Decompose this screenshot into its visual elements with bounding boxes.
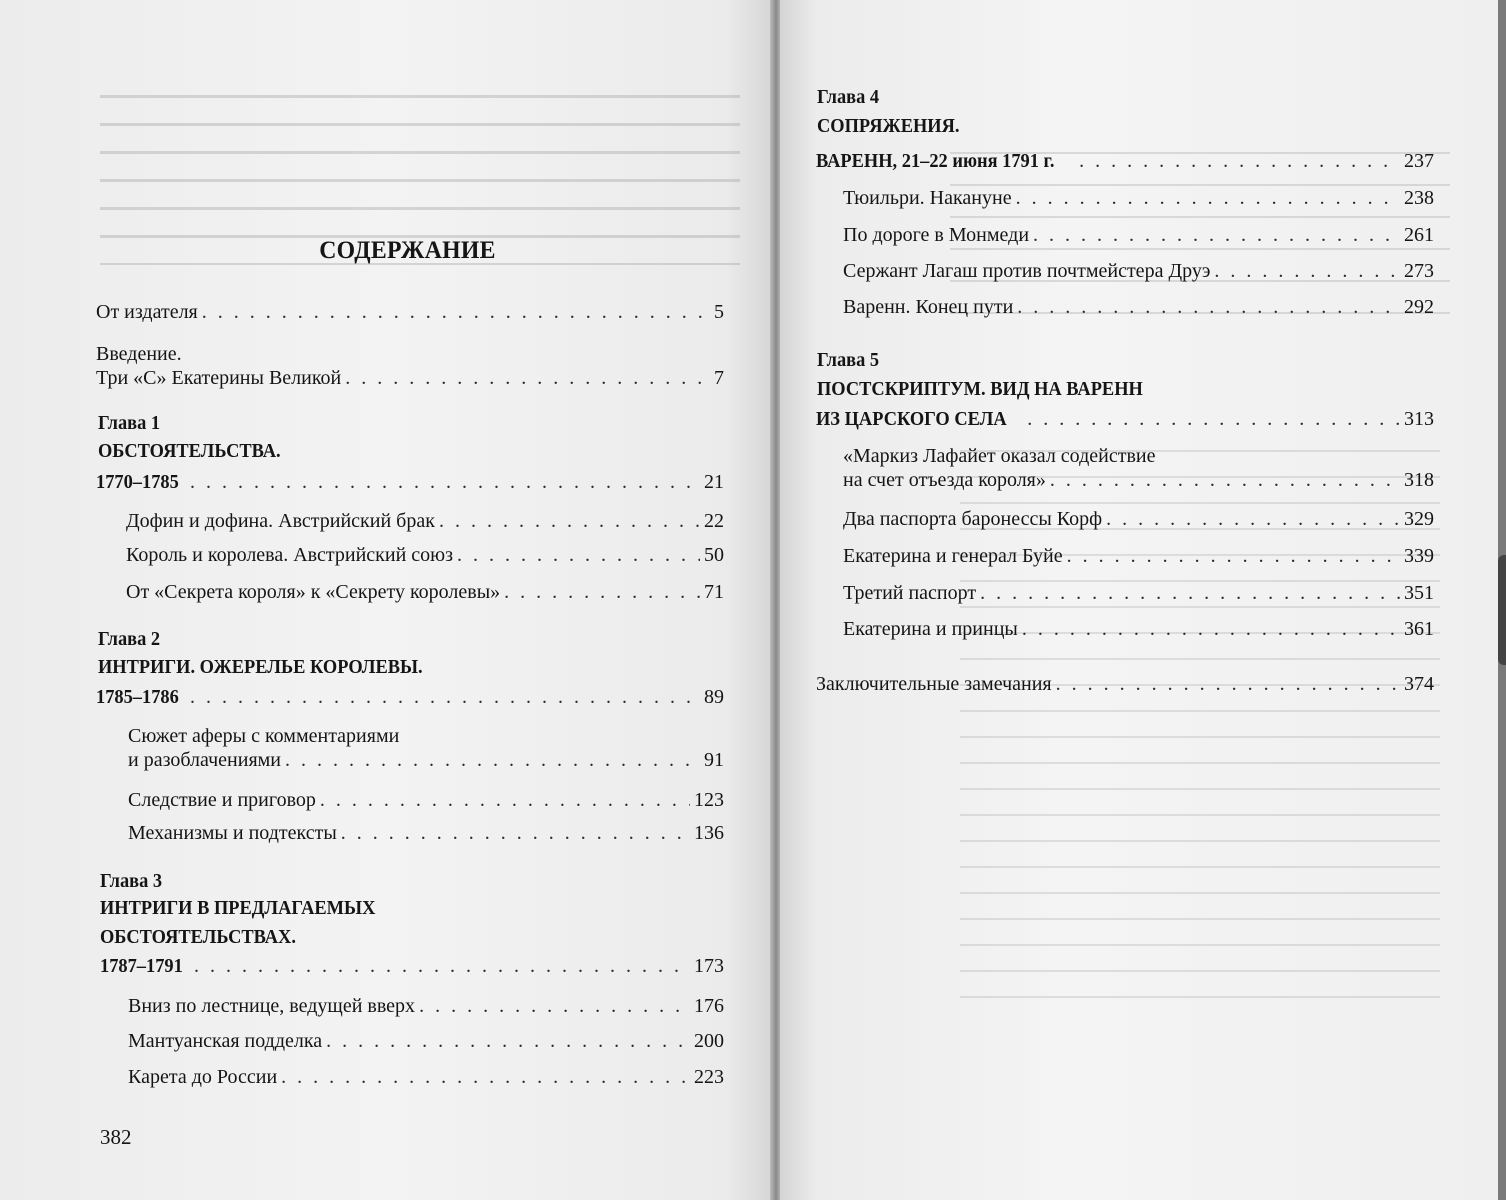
toc-entry-label: 1787–1791 xyxy=(100,955,183,977)
leader-dots xyxy=(1067,541,1400,571)
chapter-5-title-line1: ПОСТСКРИПТУМ. ВИД НА ВАРЕНН xyxy=(817,378,1143,400)
toc-entry-page: 5 xyxy=(714,301,724,323)
toc-entry[interactable] xyxy=(843,292,1434,322)
leader-dots xyxy=(341,818,690,848)
toc-entry-page: 71 xyxy=(704,581,724,603)
toc-entry-intro[interactable] xyxy=(96,363,724,393)
toc-entry[interactable] xyxy=(126,506,724,536)
book-edge xyxy=(1498,0,1506,1200)
leader-dots xyxy=(1027,404,1400,434)
toc-entry-page: 237 xyxy=(1404,150,1434,172)
chapter-2-title: ИНТРИГИ. ОЖЕРЕЛЬЕ КОРОЛЕВЫ. xyxy=(98,656,423,678)
toc-entry-chapter-1[interactable] xyxy=(96,467,724,497)
toc-entry-label: Дофин и дофина. Австрийский брак xyxy=(126,510,435,532)
toc-entry-label: Король и королева. Австрийский союз xyxy=(126,544,453,566)
leader-dots xyxy=(1214,256,1400,286)
toc-entry-chapter-3[interactable] xyxy=(100,951,724,981)
toc-entry-page: 339 xyxy=(1404,545,1434,567)
leader-dots xyxy=(1056,669,1400,699)
toc-entry-page: 318 xyxy=(1404,469,1434,491)
leader-dots xyxy=(190,682,700,712)
leader-dots xyxy=(980,578,1400,608)
toc-entry[interactable] xyxy=(128,1062,724,1092)
toc-entry-page: 351 xyxy=(1404,582,1434,604)
leader-dots xyxy=(504,577,700,607)
toc-entry-chapter-2[interactable] xyxy=(96,682,724,712)
toc-entry-page: 50 xyxy=(704,544,724,566)
toc-entry-from-publisher[interactable] xyxy=(96,297,724,327)
toc-entry-label: Екатерина и генерал Буйе xyxy=(843,545,1063,567)
toc-entry[interactable] xyxy=(843,183,1434,213)
toc-entry[interactable] xyxy=(843,256,1434,286)
toc-entry-label: 1770–1785 xyxy=(96,471,179,493)
toc-entry[interactable] xyxy=(126,577,724,607)
toc-entry-label: Тюильри. Накануне xyxy=(843,187,1012,209)
toc-entry-label: Следствие и приговор xyxy=(128,789,316,811)
toc-entry[interactable] xyxy=(843,578,1434,608)
toc-entry-label-line1: «Маркиз Лафайет оказал содействие xyxy=(843,445,1156,467)
toc-entry-label: Заключительные замечания xyxy=(816,673,1052,695)
toc-entry-chapter-4[interactable] xyxy=(816,146,1434,176)
toc-entry[interactable] xyxy=(128,745,724,775)
toc-entry-label: 1785–1786 xyxy=(96,686,179,708)
toc-entry-page: 89 xyxy=(704,686,724,708)
leader-dots xyxy=(1022,614,1400,644)
intro-heading: Введение. xyxy=(96,343,182,365)
chapter-1-heading: Глава 1 xyxy=(98,412,161,434)
chapter-1-title: ОБСТОЯТЕЛЬСТВА. xyxy=(98,440,281,462)
toc-entry-page: 136 xyxy=(694,822,724,844)
toc-entry-label: Третий паспорт xyxy=(843,582,977,604)
toc-entry-label: Екатерина и принцы xyxy=(843,618,1018,640)
toc-entry-label: ИЗ ЦАРСКОГО СЕЛА xyxy=(816,408,1007,430)
toc-title: СОДЕРЖАНИЕ xyxy=(319,237,496,264)
leader-dots xyxy=(194,951,690,981)
toc-entry-page: 313 xyxy=(1404,408,1434,430)
page-number: 382 xyxy=(100,1125,132,1149)
toc-entry-page: 123 xyxy=(694,789,724,811)
toc-entry-page: 261 xyxy=(1404,224,1434,246)
toc-entry-chapter-5[interactable] xyxy=(816,404,1434,434)
leader-dots xyxy=(1017,292,1400,322)
toc-entry-page: 200 xyxy=(694,1030,724,1052)
toc-entry[interactable] xyxy=(126,540,724,570)
leader-dots xyxy=(281,1062,690,1092)
toc-entry-label: Вниз по лестнице, ведущей вверх xyxy=(128,995,416,1017)
toc-entry-page: 173 xyxy=(694,955,724,977)
toc-entry-page: 374 xyxy=(1404,673,1434,695)
toc-entry[interactable] xyxy=(128,991,724,1021)
toc-entry-page: 329 xyxy=(1404,508,1434,530)
leader-dots xyxy=(1079,146,1400,176)
toc-entry-label: Сержант Лагаш против почтмейстера Друэ xyxy=(843,260,1211,282)
chapter-4-heading: Глава 4 xyxy=(817,86,880,108)
toc-entry-page: 223 xyxy=(694,1066,724,1088)
chapter-3-title-line2: ОБСТОЯТЕЛЬСТВАХ. xyxy=(100,926,296,948)
toc-entry-label: Карета до России xyxy=(128,1066,278,1088)
chapter-3-title-line1: ИНТРИГИ В ПРЕДЛАГАЕМЫХ xyxy=(100,897,376,919)
leader-dots xyxy=(326,1026,690,1056)
toc-entry-label: От «Секрета короля» к «Секрету королевы» xyxy=(126,581,501,603)
chapter-2-heading: Глава 2 xyxy=(98,628,161,650)
toc-entry[interactable] xyxy=(843,504,1434,534)
toc-entry[interactable] xyxy=(843,541,1434,571)
leader-dots xyxy=(439,506,700,536)
leader-dots xyxy=(190,467,700,497)
leader-dots xyxy=(1106,504,1400,534)
leader-dots xyxy=(285,745,700,775)
chapter-5-heading: Глава 5 xyxy=(817,349,880,371)
leader-dots xyxy=(457,540,700,570)
leader-dots xyxy=(1050,465,1400,495)
toc-entry-label: Два паспорта баронессы Корф xyxy=(843,508,1103,530)
toc-entry-label: От издателя xyxy=(96,301,198,323)
toc-entry-label: на счет отъезда короля» xyxy=(843,469,1046,491)
toc-entry-closing-remarks[interactable] xyxy=(816,669,1434,699)
toc-entry[interactable] xyxy=(843,220,1434,250)
leader-dots xyxy=(419,991,690,1021)
toc-entry-page: 273 xyxy=(1404,260,1434,282)
toc-entry-label-line1: Сюжет аферы с комментариями xyxy=(128,725,400,747)
toc-entry-page: 21 xyxy=(704,471,724,493)
chapter-4-title: СОПРЯЖЕНИЯ. xyxy=(817,115,960,137)
toc-entry-page: 7 xyxy=(714,367,724,389)
leader-dots xyxy=(1033,220,1400,250)
toc-entry-page: 176 xyxy=(694,995,724,1017)
toc-entry-label: Варенн. Конец пути xyxy=(843,296,1014,318)
toc-entry-label: Механизмы и подтексты xyxy=(128,822,337,844)
toc-entry[interactable] xyxy=(128,785,724,815)
toc-entry-page: 22 xyxy=(704,510,724,532)
toc-entry[interactable] xyxy=(128,818,724,848)
toc-entry-page: 238 xyxy=(1404,187,1434,209)
toc-entry-label: ВАРЕНН, 21–22 июня 1791 г. xyxy=(816,150,1055,172)
toc-entry-label: По дороге в Монмеди xyxy=(843,224,1030,246)
chapter-3-heading: Глава 3 xyxy=(100,870,163,892)
leader-dots xyxy=(202,297,710,327)
toc-entry[interactable] xyxy=(843,614,1434,644)
toc-entry[interactable] xyxy=(128,1026,724,1056)
leader-dots xyxy=(1016,183,1400,213)
toc-entry-page: 361 xyxy=(1404,618,1434,640)
toc-entry-page: 91 xyxy=(704,749,724,771)
toc-entry-label: и разоблачениями xyxy=(128,749,281,771)
leader-dots xyxy=(320,785,690,815)
toc-entry[interactable] xyxy=(843,465,1434,495)
leader-dots xyxy=(345,363,710,393)
toc-entry-label: Мантуанская подделка xyxy=(128,1030,323,1052)
toc-entry-page: 292 xyxy=(1404,296,1434,318)
toc-entry-label: Три «С» Екатерины Великой xyxy=(96,367,342,389)
